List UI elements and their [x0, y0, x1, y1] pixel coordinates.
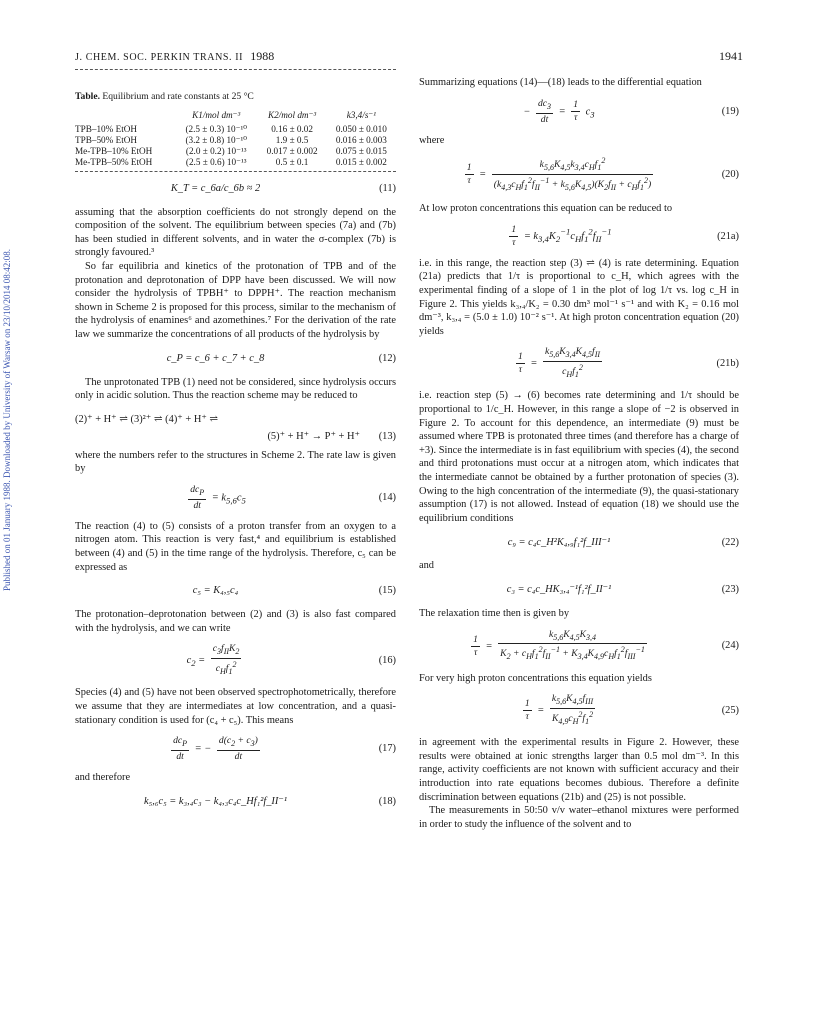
equation-21b-expr: $\frac{1}{\tau}$ = $\frac{k_{5,6}K_{3,4}K_{4,5}f_{II}}{c_Hf_1^2}$ [517, 346, 601, 380]
table-caption [75, 90, 396, 104]
fraction: $\frac{k_{5,6}K_{4,5}K_{3,4}}{K_2 + c_Hf_1^2f_{II}^{-1} + K_{3,4}K_{4,9}c_Hf_1^2f_{III}^{-1}}$ [500, 628, 645, 662]
equation-11-expr: K_T = c_6a/c_6b ≈ 2 [170, 182, 261, 194]
equation-15-number: (15) [378, 585, 396, 597]
table-cell: (3.2 ± 0.8) 10⁻¹⁰ [185, 134, 247, 145]
table-cell: (2.5 ± 0.3) 10⁻¹⁰ [185, 123, 247, 134]
download-watermark-text[interactable]: Published on 01 January 1988. Downloaded by University of Warsaw on 23/10/2014 08:42:08. [2, 248, 12, 592]
equation-21a [419, 224, 739, 249]
fraction: $\frac{d(c_2 + c_3)}{dt}$ [218, 735, 258, 763]
fraction: $\frac{c_3f_{II}K_2}{c_Hf_1^2}$ [212, 643, 240, 677]
fraction: $\frac{k_{5,6}K_{4,5}k_{3,4}c_Hf_1^2}{(k_{4,3}c_Hf_1^2f_{II}^{-1} + k_{5,6}K_{4,5})(K_2f_{II} + c_Hf_1^2)}$ [493, 156, 652, 193]
equation-16-expr: $c_2$ = $\frac{c_3f_{II}K_2}{c_Hf_1^2}$ [186, 643, 240, 677]
fraction: $\frac{dc_3}{dt}$ [537, 97, 552, 125]
table-row [75, 146, 396, 157]
table-cell: 1.9 ± 0.5 [275, 134, 309, 145]
body-paragraph: where the numbers refer to the structures in Scheme 2. The rate law is given by [75, 449, 396, 475]
equation-12 [75, 350, 396, 368]
scheme-row-2: (5)⁺ + H⁺ → P⁺ + H⁺ [267, 430, 360, 442]
body-paragraph: Species (4) and (5) have not been observed spectrophotometrically, therefore we assume that they are intermediates at low concentration, and a quasi-stationary condition is used for (c₄ + c₅). This means [75, 687, 396, 726]
download-watermark [2, 220, 16, 620]
body-paragraph: and [419, 560, 435, 572]
body-paragraph: The unprotonated TPB (1) need not be considered, since hydrolysis occurs only in acidic solution. Thus the reaction scheme may be reduced to [75, 376, 396, 402]
equation-15-expr: c₅ = K₄,₅c₄ [192, 585, 239, 597]
table-row [75, 157, 396, 168]
fraction: $\frac{dc_P}{dt}$ [173, 735, 188, 763]
table-header-row [75, 110, 396, 124]
table-caption-text: Equilibrium and rate constants at 25 °C [99, 91, 254, 102]
equation-22 [419, 533, 739, 551]
equation-21b-number: (21b) [716, 358, 739, 370]
body-paragraph: assuming that the absorption coefficients do not strongly depend on the composition of the solvent. The equilibrium between species (7a) and (7b) has been studied in different solvents, and in water the σ-complex (7b) is strongly favoured.³ [75, 206, 396, 259]
body-paragraph: For very high proton concentrations this equation yields [419, 672, 652, 684]
fraction: $\frac{1}{\tau}$ [573, 99, 579, 124]
equation-14 [75, 484, 396, 512]
table-header-cell: K2/mol dm⁻³ [267, 109, 317, 120]
left-column [75, 66, 396, 819]
equation-17-number: (17) [378, 743, 396, 755]
table-cell: Me-TPB–10% EtOH [75, 145, 153, 156]
journal-year: 1988 [250, 49, 275, 63]
equation-18 [75, 793, 396, 811]
equation-14-number: (14) [378, 492, 396, 504]
fraction: $\frac{1}{\tau}$ [466, 162, 472, 187]
equation-18-number: (18) [378, 795, 396, 807]
equation-17 [75, 735, 396, 763]
body-paragraph: and therefore [75, 772, 131, 784]
fraction: $\frac{k_{5,6}K_{4,5}f_{III}}{K_{4,9}c_H^2f_1^2}$ [551, 693, 594, 727]
equation-21a-expr: $\frac{1}{\tau}$ = $k_{3,4}K_2^{-1}c_Hf_1^2f_{II}^{-1}$ [511, 223, 612, 248]
equation-24-number: (24) [721, 640, 739, 652]
equation-20 [419, 155, 739, 194]
page-number: 1941 [719, 49, 743, 63]
fraction: $\frac{k_{5,6}K_{3,4}K_{4,5}f_{II}}{c_Hf_1^2}$ [544, 346, 601, 380]
table-cell: (2.0 ± 0.2) 10⁻¹³ [185, 145, 247, 156]
right-column [419, 66, 739, 831]
table-header-cell: K1/mol dm⁻³ [192, 109, 241, 120]
fraction: $\frac{1}{\tau}$ [524, 698, 530, 723]
equation-25-expr: $\frac{1}{\tau}$ = $\frac{k_{5,6}K_{4,5}f_{III}}{K_{4,9}c_H^2f_1^2}$ [524, 693, 594, 727]
header-rule [75, 69, 396, 70]
table-cell: Me-TPB–50% EtOH [75, 156, 153, 167]
journal-name: J. CHEM. SOC. PERKIN TRANS. II [75, 52, 244, 63]
scheme-number: (13) [378, 430, 396, 442]
body-paragraph: The relaxation time then is given by [419, 607, 570, 619]
equation-11 [75, 180, 396, 198]
table-cell: 0.015 ± 0.002 [335, 156, 387, 167]
fraction: $\frac{1}{\tau}$ [473, 633, 478, 658]
equation-23-expr: c₃ = c₄c_HK₃,₄⁻¹f₁²f_II⁻¹ [506, 584, 612, 596]
table-header-cell [75, 110, 175, 124]
body-paragraph: At low proton concentrations this equation can be reduced to [419, 203, 673, 215]
table-cell: TPB–50% EtOH [75, 134, 138, 145]
table-cell: 0.16 ± 0.02 [271, 123, 313, 134]
rate-constants-table [75, 110, 396, 168]
equation-12-number: (12) [378, 352, 396, 364]
equation-20-number: (20) [721, 168, 739, 180]
body-paragraph: The reaction (4) to (5) consists of a proton transfer from an oxygen to a nitrogen atom. This reaction is very fast,⁴ and equilibrium is established between (4) and (5) in the time range of the hydrolysis. Therefore, c₅ can be expressed as [75, 520, 396, 573]
scheme-row-1: (2)⁺ + H⁺ ⇌ (3)²⁺ ⇌ (4)⁺ + H⁺ ⇌ [75, 413, 219, 425]
table-row [75, 124, 396, 135]
table-cell: 0.017 ± 0.002 [266, 145, 318, 156]
body-paragraph: Summarizing equations (14)—(18) leads to the differential equation [419, 77, 702, 88]
equation-22-expr: c₉ = c₄c_H²K₄,₉f₁²f_III⁻¹ [507, 536, 611, 548]
equation-16 [75, 643, 396, 678]
equation-22-number: (22) [721, 536, 739, 548]
equation-19-expr: − $\frac{dc_3}{dt}$ = $\frac{1}{\tau}$ $c_3$ [523, 97, 595, 125]
table-cell: TPB–10% EtOH [75, 123, 138, 134]
body-paragraph: The protonation–deprotonation between (2) and (3) is also fast compared with the hydrolysis, and we can write [75, 609, 396, 634]
table-cell: 0.050 ± 0.010 [335, 123, 387, 134]
equation-20-expr: $\frac{1}{\tau}$ = $\frac{k_{5,6}K_{4,5}k_{3,4}c_Hf_1^2}{(k_{4,3}c_Hf_1^2f_{II}^{-1} + k_{5,6}K_{4,5})(K_2f_{II} + c_Hf_1^2)}$ [466, 156, 652, 193]
equation-19 [419, 98, 739, 126]
equation-25-number: (25) [721, 704, 739, 716]
equation-12-expr: c_P = c_6 + c_7 + c_8 [166, 352, 265, 364]
body-paragraph: where [419, 134, 445, 146]
table-cell: 0.016 ± 0.003 [335, 134, 387, 145]
fraction: $\frac{dc_P}{dt}$ [190, 483, 205, 511]
equation-24 [419, 629, 739, 664]
body-paragraph: i.e. in this range, the reaction step (3) ⇌ (4) is rate determining. Equation (21a) predicts that 1/τ is proportional to c_H, which agrees with the experimental finding of a slope of 1 in the plot of log 1/τ vs. log c_H in Figure 2. This yields k₃,₄/K₂ = 0.30 dm³ mol⁻¹ s⁻¹ and with K₂ = 0.16 mol dm⁻³, k₃,₄ = (5.0 ± 1.0) 10⁻² s⁻¹. At high proton concentration equation (20) yields [419, 257, 739, 337]
equation-17-expr: $\frac{dc_P}{dt}$ = − $\frac{d(c_2 + c_3)}{dt}$ [173, 735, 258, 763]
equation-23 [419, 581, 739, 599]
fraction: $\frac{1}{\tau}$ [511, 223, 517, 248]
body-paragraph: The measurements in 50:50 v/v water–ethanol mixtures were performed in order to study the influence of the solvent and to [419, 805, 739, 830]
equation-24-expr: $\frac{1}{\tau}$ = $\frac{k_{5,6}K_{4,5}K_{3,4}}{K_2 + c_Hf_1^2f_{II}^{-1} + K_{3,4}K_{4,9}c_Hf_1^2f_{III}^{-1}}$ [473, 628, 645, 662]
table-row [75, 135, 396, 146]
equation-25 [419, 693, 739, 728]
body-paragraph: in agreement with the experimental results in Figure 2. However, these results were obtained at ionic strengths larger than 0.5 mol dm⁻³. In this range, activity coefficients are not known with sufficient accuracy and their introduction into rate equations becomes dubious. Therefore a definite discrimination between equations (21b) and (25) is not possible. [419, 737, 739, 803]
body-paragraph: i.e. reaction step (5) → (6) becomes rate determining and 1/τ should be proportional to 1/c_H. However, in this range a slope of −2 is observed in Figure 2. To account for this dependence, an intermediate (9) must be assumed where TPB is protonated three times (and therefore has a charge of +3). Since the intermediate is in fast equilibrium with species (4), the second and third protonations must occur at a nitrogen atom, which indicates that the intermediate cannot be obtained by a further protonation of species (3). Owing to the high concentration of the intermediate (9), the quasi-stationary assumption (17) is not allowed. Instead of equation (18) we should use the equilibrium conditions [419, 390, 739, 524]
table-bottom-rule [75, 171, 396, 172]
table-cell: 0.5 ± 0.1 [275, 156, 309, 167]
table-cell: 0.075 ± 0.015 [335, 145, 387, 156]
running-head [75, 49, 274, 64]
equation-21b [419, 346, 739, 381]
equation-19-number: (19) [721, 105, 739, 117]
table-header-cell: k3,4/s⁻¹ [346, 109, 376, 120]
equation-11-number: (11) [379, 182, 396, 194]
equation-16-number: (16) [378, 655, 396, 667]
fraction: $\frac{1}{\tau}$ [517, 351, 523, 376]
body-paragraph: So far equilibria and kinetics of the protonation of TPB and of the protonation and deprotonation of DPP have been discussed. We will now consider the hydrolysis of TPBH⁺ to DPPH⁺. The reaction mechanism shown in Scheme 2 is proposed for this process, similar to the mechanism of the hydrolysis of enamines⁶ and azomethines.⁷ For the derivation of the rate law we summarize the concentrations of all products of the hydrolysis by [75, 260, 396, 340]
reaction-scheme-13 [75, 411, 396, 445]
table-caption-label: Table. [75, 91, 100, 102]
table-cell: (2.5 ± 0.6) 10⁻¹³ [185, 156, 247, 167]
equation-23-number: (23) [721, 584, 739, 596]
equation-18-expr: k₅,₆c₅ = k₃,₄c₃ − k₄,₃c₄c_Hf₁²f_II⁻¹ [144, 795, 287, 807]
equation-14-expr: $\frac{dc_P}{dt}$ = $k_{5,6}c_5$ [190, 483, 246, 511]
equation-21a-number: (21a) [717, 230, 739, 242]
equation-15 [75, 582, 396, 600]
